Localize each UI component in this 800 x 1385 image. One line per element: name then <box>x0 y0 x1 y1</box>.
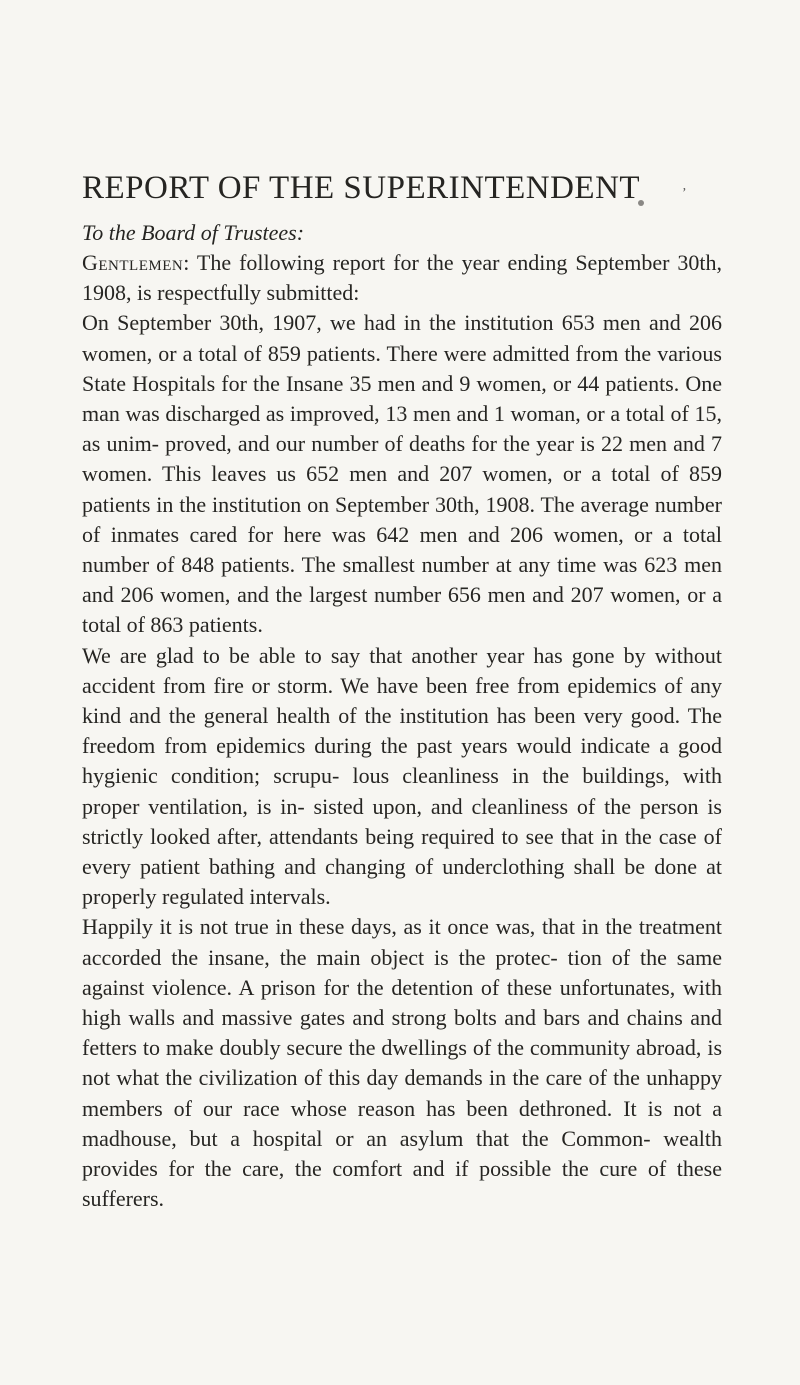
paragraph-treatment: Happily it is not true in these days, as it once was, that in the treatment accorded the insane, the main object is the protec- tion of the same against violence. A prison for the detention of these unfortunates, with high walls and massive gates and strong bolts and bars and chains and fetters to make doubly secure the dwellings of the community abroad, is not what the civilization of this day demands in the care of the unhappy members of our race whose reason has been dethroned. It is not a madhouse, but a hospital or an asylum that the Common- wealth provides for the care, the comfort and if possible the cure of these sufferers. <box>82 914 722 1212</box>
report-title: REPORT OF THE SUPERINTENDENT <box>82 170 641 206</box>
intro-text: : The following report for the year ending September 30th, 1908, is respectfully submitted: <box>82 250 722 306</box>
greeting: Gentlemen <box>82 250 184 275</box>
paragraph-intro <box>82 248 722 308</box>
paragraph-patient-statistics: On September 30th, 1907, we had in the institution 653 men and 206 women, or a total of 859 patients. There were admitted from the various State Hospitals for the Insane 35 men and 9 women, or 44 patients. One man was discharged as improved, 13 men and 1 woman, or a total of 15, as unim- proved, and our number of deaths for the year is 22 men and 7 women. This leaves us 652 men and 207 women, or a total of 859 patients in the institution on September 30th, 1908. The average number of inmates cared for here was 642 men and 206 women, or a total number of 848 patients. The smallest number at any time was 623 men and 206 women, and the largest number 656 men and 207 women, or a total of 863 patients. <box>82 310 722 638</box>
paragraph-health: We are glad to be able to say that another year has gone by without accident from fire or storm. We have been free from epidemics of any kind and the general health of the institution has been very good. The freedom from epidemics during the past years would indicate a good hygienic condition; scrupu- lous cleanliness in the buildings, with proper ventilation, is in- sisted upon, and cleanliness of the person is strictly looked after, attendants being required to see that in the case of every patient bathing and changing of underclothing shall be done at properly regulated intervals. <box>82 642 722 910</box>
document-page <box>82 168 722 1215</box>
salutation: To the Board of Trustees: <box>82 220 305 245</box>
margin-mark: ʼ <box>681 186 686 201</box>
